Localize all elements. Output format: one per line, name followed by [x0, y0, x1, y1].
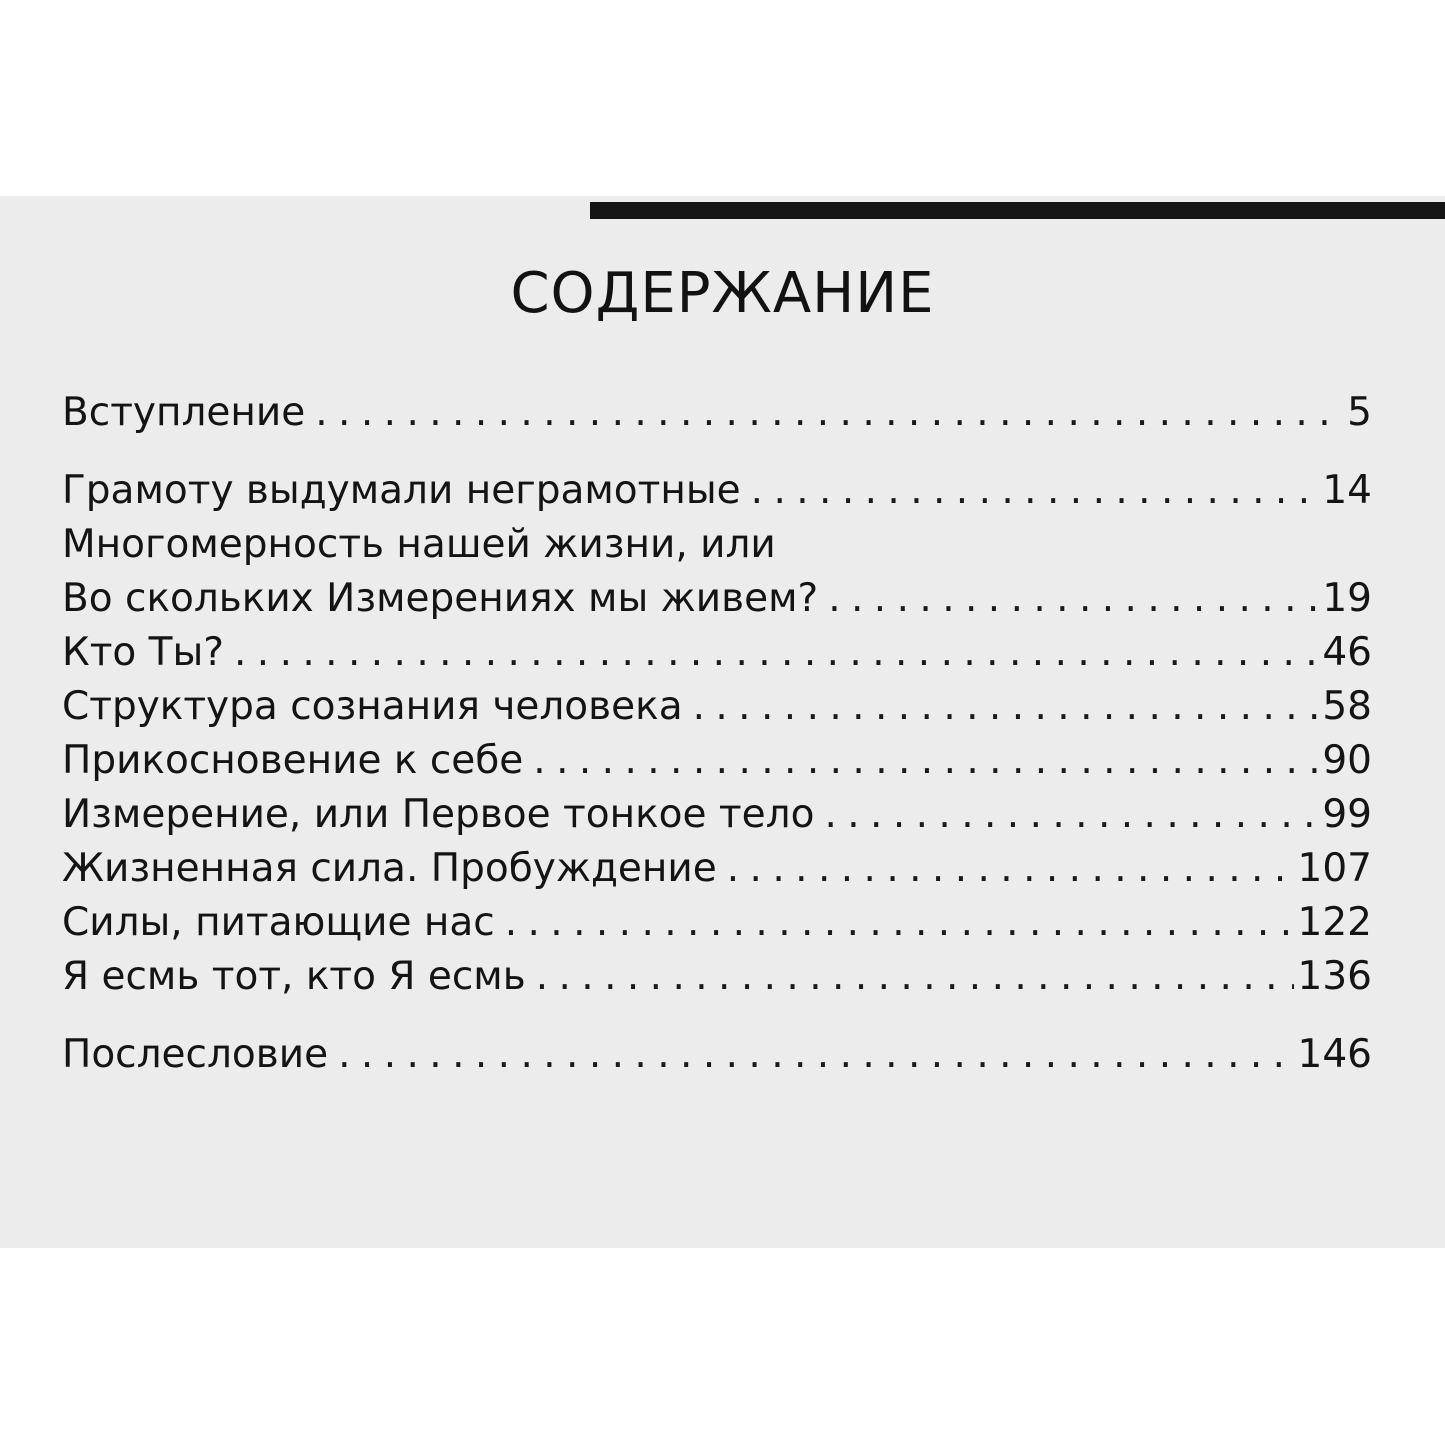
toc-entry-title: Грамоту выдумали неграмотные — [62, 468, 741, 513]
toc-entry — [62, 386, 1372, 440]
toc-page-number: 90 — [1322, 738, 1372, 783]
dot-leader — [505, 896, 1294, 950]
toc-page-number: 122 — [1297, 900, 1372, 945]
toc-page-number: 58 — [1322, 684, 1372, 729]
toc-entry-title: Кто Ты? — [62, 630, 224, 675]
dot-leader — [828, 572, 1318, 626]
toc-entry — [62, 464, 1372, 518]
toc-page-number: 107 — [1297, 846, 1372, 891]
toc-entry-title: Силы, питающие нас — [62, 900, 495, 945]
toc-page-number: 146 — [1297, 1032, 1372, 1077]
toc-entry — [62, 680, 1372, 734]
dot-leader — [234, 626, 1318, 680]
dot-leader — [693, 680, 1319, 734]
dot-leader — [727, 842, 1294, 896]
toc-entry-title: Структура сознания человека — [62, 684, 683, 729]
toc-entry — [62, 1028, 1372, 1082]
dot-leader — [533, 734, 1318, 788]
toc-entry-title: Послесловие — [62, 1032, 329, 1077]
dot-leader — [751, 464, 1319, 518]
toc-page-number: 99 — [1322, 792, 1372, 837]
toc-entry — [62, 572, 1372, 626]
dot-leader — [536, 950, 1294, 1004]
toc-entry-title: Измерение, или Первое тонкое тело — [62, 792, 815, 837]
toc-entry-title: Я есмь тот, кто Я есмь — [62, 954, 526, 999]
toc-entry-title: Жизненная сила. Пробуждение — [62, 846, 717, 891]
top-rule — [590, 202, 1445, 219]
toc-entry — [62, 842, 1372, 896]
toc-entry — [62, 788, 1372, 842]
toc-page-number: 19 — [1322, 576, 1372, 621]
toc-entry-title: Во скольких Измерениях мы живем? — [62, 576, 819, 621]
dot-leader — [338, 1028, 1293, 1082]
book-page — [0, 196, 1445, 1248]
toc-page-number: 46 — [1322, 630, 1372, 675]
toc-entry — [62, 950, 1372, 1004]
page-title: СОДЕРЖАНИЕ — [510, 261, 935, 326]
dot-leader — [315, 386, 1343, 440]
toc-entry — [62, 734, 1372, 788]
toc-entry — [62, 626, 1372, 680]
table-of-contents — [62, 386, 1372, 1082]
toc-entry — [62, 896, 1372, 950]
toc-entry-title: Вступление — [62, 390, 306, 435]
toc-page-number: 5 — [1347, 390, 1372, 435]
toc-entry-title: Прикосновение к себе — [62, 738, 524, 783]
toc-entry-title-line1: Многомерность нашей жизни, или — [62, 522, 776, 567]
toc-page-number: 14 — [1322, 468, 1372, 513]
toc-page-number: 136 — [1297, 954, 1372, 999]
dot-leader — [824, 788, 1318, 842]
